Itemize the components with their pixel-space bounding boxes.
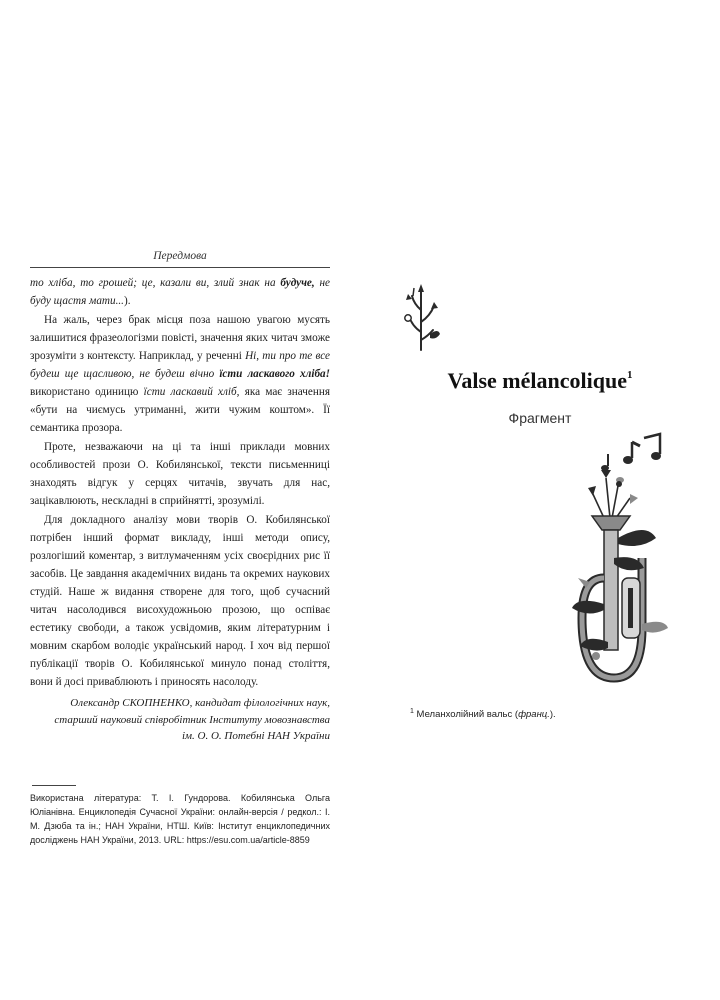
signature-line: Олександр СКОПНЕНКО, кандидат філологічних наук, [70, 697, 330, 709]
footnote-italic: франц. [518, 709, 550, 721]
preface-paragraph [30, 438, 330, 510]
signature-line: ім. О. О. Потебні НАН України [181, 730, 330, 742]
right-page [390, 0, 690, 1000]
text-run: будуче, [280, 277, 315, 289]
footnote-end: ). [549, 709, 556, 721]
text-run: їсти ласкавий хліб, [143, 386, 240, 398]
text-run: ). [123, 295, 131, 307]
preface-paragraph [30, 511, 330, 691]
running-head: Передмова [30, 250, 330, 268]
footnote-text: Меланхолійний вальс ( [413, 709, 519, 721]
author-signature [30, 695, 330, 745]
text-run: На жаль, через брак місця поза нашою увагою мусять залишитися фразеологізми повісті, значення яких читач зможе зрозуміти з контексту. Наприклад, у реченні [30, 314, 330, 362]
text-run: яка має значення «бути на чиємусь утриманні, жити чужим коштом». Її семантика прозора. [30, 386, 330, 434]
title-footnote-mark: 1 [626, 368, 633, 381]
text-run: Для докладного аналізу мови творів О. Кобилянської потрібен інший формат викладу, інші методи опису, розлогіший коментар, з витлумаченням усіх своєрідних рис її засобів. Це завдання академічних видань та окремих наукових студій. Наше ж видання створене для того, щоб сучасний читач насолодився висохудожньою прозою, що оспіває естетику свободи, а також усвідомив, яким літературним і мовним скарбом володіє український народ. І хоч від першої публікації творів О. Кобилянської минуло понад століття, вони й досі приваблюють і приносять насолоду. [30, 514, 330, 688]
left-page [30, 250, 330, 847]
chapter-title [390, 368, 690, 394]
preface-body [30, 274, 330, 691]
text-run: Проте, незважаючи на ці та інші приклади мовних особливостей прози О. Кобилянської, тексти письменниці знаходять відгук у серцях читачів, звучать для нас, зацікавлюють, нескладні в сприйнятті, зрозумілі. [30, 441, 330, 507]
tuba-illustration-icon [568, 428, 678, 696]
title-footnote [410, 708, 556, 720]
footnote-rule [32, 785, 76, 786]
signature-line: старший науковий співробітник Інституту мовознавства [54, 713, 330, 726]
footnote-mark: 1 [410, 708, 414, 715]
sprig-ornament-icon [400, 282, 442, 352]
text-run: використано одиницю [30, 386, 144, 398]
chapter-subtitle: Фрагмент [508, 410, 572, 426]
text-run: їсти ласкавого хліба! [219, 368, 330, 380]
text-run: не буду щастя мати... [30, 277, 331, 307]
preface-paragraph [30, 311, 330, 437]
text-run: то хліба, то грошей; це, казали ви, злий знак на [30, 277, 281, 289]
title-text: Valse mélancolique [447, 368, 627, 393]
literature-footnote: Використана література: Т. І. Гундорова. Кобилянська Ольга Юліанівна. Енциклопедія Сучасної України: онлайн-версія / редкол.: І. М. Дзюба та ін.; НАН України, НТШ. Київ: Інститут енциклопедичних досліджень НАН України, 2013. URL: https://esu.com.ua/article-8859 [30, 792, 330, 845]
preface-paragraph [30, 274, 330, 310]
text-run: Ні, ти про те все будеш ще щасливою, не будеш вічно [30, 350, 330, 380]
